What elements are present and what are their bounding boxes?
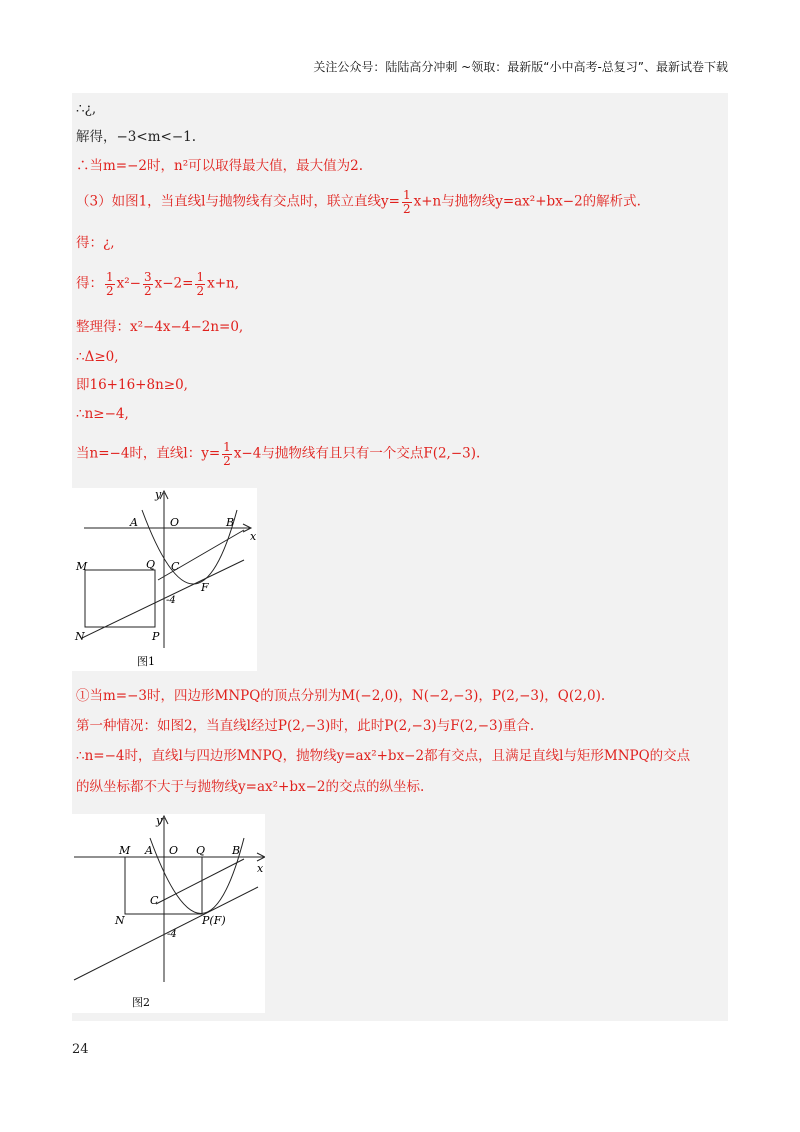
fig1-label-C: C (171, 560, 180, 573)
text-line-7: 整理得：x²−4x−4−2n=0, (76, 319, 244, 335)
fig2-label-A: A (145, 844, 153, 857)
text-line-9: 即16+16+8n≥0, (76, 377, 188, 393)
fig2-label-PF: P(F) (202, 914, 226, 927)
text-line-3: ∴当m=−2时，n²可以取得最大值，最大值为2. (76, 158, 363, 174)
figure-1 (72, 488, 257, 671)
fig2-label-B: B (232, 844, 241, 857)
fig1-label-Q: Q (146, 558, 156, 571)
text-line-2: 解得，−3<m<−1. (76, 129, 197, 145)
fig1-label-B: B (226, 516, 235, 529)
fig2-label-y: y (156, 814, 163, 827)
text-line-14: ∴n=−4时，直线l与四边形MNPQ，抛物线y=ax²+bx−2都有交点，且满足直线l与矩形MNPQ的交点 (76, 748, 691, 764)
text-line-8: ∴Δ≥0, (76, 349, 119, 365)
text-line-6: 得： $\frac{1}{2}$ x²− $\frac{3}{2}$ x−2= $\frac{1}{2}$ x+n, (76, 270, 240, 298)
figure-2 (72, 814, 265, 1013)
fig1-caption: 图1 (137, 655, 155, 668)
text-line-10: ∴n≥−4, (76, 406, 129, 422)
text-line-12: ①当m=−3时，四边形MNPQ的顶点分别为M(−2,0)，N(−2,−3)，P(2,−3)，Q(2,0). (76, 688, 606, 704)
text-line-11: 当n=−4时，直线l：y= $\frac{1}{2}$ x−4与抛物线有且只有一个交点F(2,−3). (76, 440, 481, 468)
fig1-label-minus4: -4 (166, 595, 176, 606)
fig1-label-N: N (75, 630, 85, 643)
fig1-label-O: O (170, 516, 180, 529)
page-header: 关注公众号：陆陆高分冲刺 ~领取：最新版“小中高考-总复习”、最新试卷下载 (313, 60, 728, 74)
solution-block (72, 93, 728, 1021)
fig1-label-P: P (152, 630, 160, 643)
fig1-label-A: A (130, 516, 138, 529)
text-line-1: ∴¿, (76, 101, 97, 117)
fig2-label-x: x (257, 862, 264, 875)
fig2-label-Q: Q (196, 844, 206, 857)
fig1-label-y: y (155, 488, 162, 501)
fig2-label-M: M (119, 844, 131, 857)
fig2-caption: 图2 (132, 996, 150, 1009)
text-line-15: 的纵坐标都不大于与抛物线y=ax²+bx−2的交点的纵坐标. (76, 779, 425, 795)
fig2-label-N: N (115, 914, 125, 927)
fig2-label-minus4: -4 (167, 929, 177, 940)
text-line-5: 得：¿, (76, 235, 115, 251)
page-number: 24 (72, 1042, 89, 1057)
fig1-label-M: M (76, 560, 88, 573)
text-line-13: 第一种情况：如图2，当直线l经过P(2,−3)时，此时P(2,−3)与F(2,−3)重合. (76, 718, 535, 734)
fig2-label-C: C (150, 894, 159, 907)
text-line-4: （3）如图1，当直线l与抛物线有交点时，联立直线y= $\frac{1}{2}$ x+n与抛物线y=ax²+bx−2的解析式. (76, 188, 641, 216)
fig1-label-x: x (250, 530, 257, 543)
fig1-label-F: F (201, 581, 209, 594)
fig2-label-O: O (169, 844, 179, 857)
